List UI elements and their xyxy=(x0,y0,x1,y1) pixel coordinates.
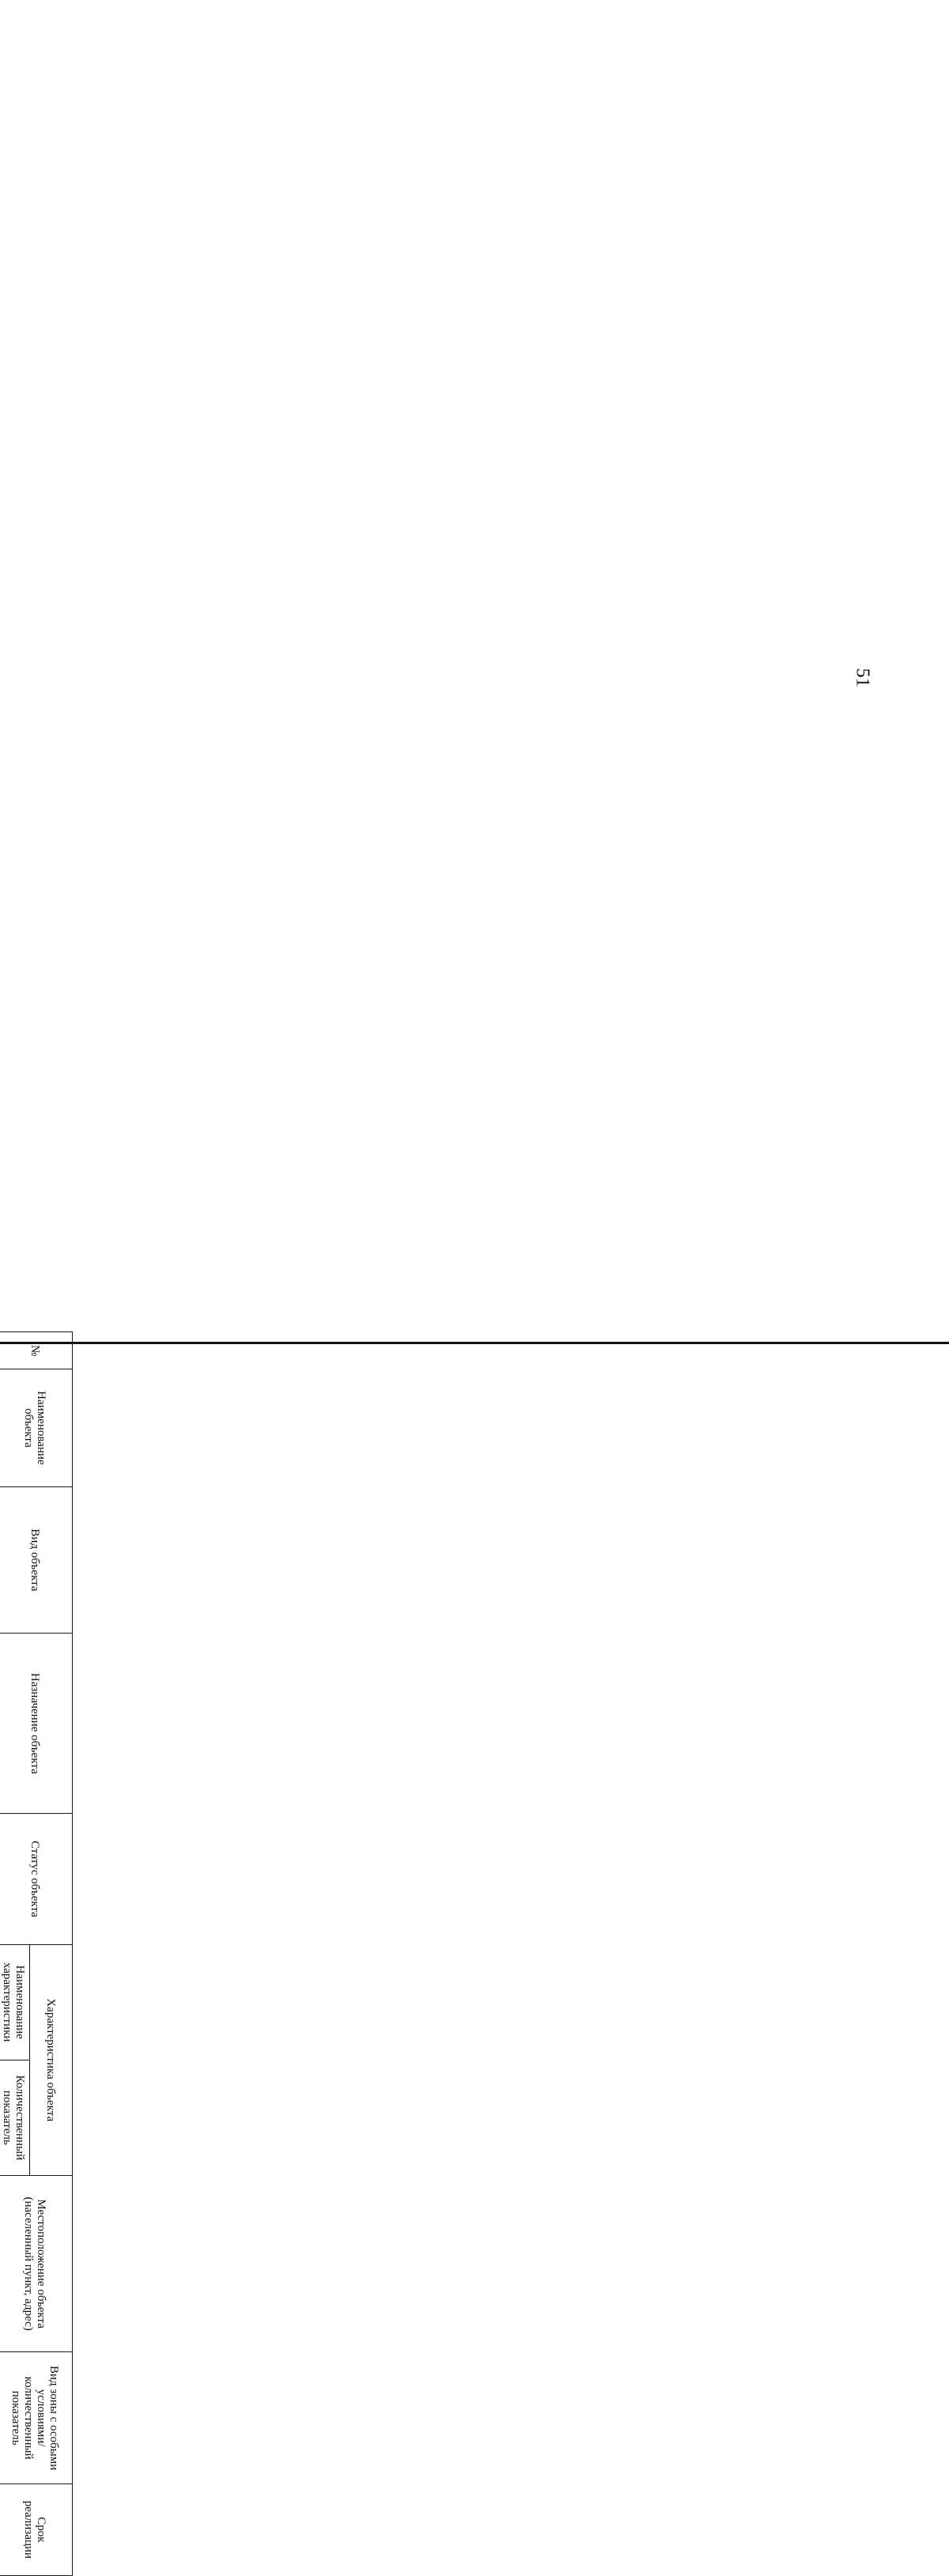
header-char-name: Наименование характеристики xyxy=(0,1944,30,2060)
header-type: Вид объекта xyxy=(0,1486,73,1634)
objects-table xyxy=(0,1331,73,2576)
header-name: Наименование объекта xyxy=(0,1369,73,1486)
header-characteristic: Характеристика объекта xyxy=(30,1944,73,2175)
header-char-value: Количественный показатель xyxy=(0,2060,30,2175)
table-header xyxy=(0,1332,73,2576)
header-num: № xyxy=(0,1332,73,1369)
scan-edge-line xyxy=(0,1342,949,1344)
rotated-table-wrapper xyxy=(0,1331,73,2576)
header-location: Местоположение объекта (населенный пункт, адрес) xyxy=(0,2175,73,2351)
header-deadline: Срок реализации xyxy=(0,2483,73,2575)
header-zone: Вид зоны с особыми условиями/ количественный показатель xyxy=(0,2352,73,2484)
header-status: Статус объекта xyxy=(0,1814,73,1944)
header-purpose: Назначение объекта xyxy=(0,1634,73,1814)
page-number: 51 xyxy=(852,668,873,687)
